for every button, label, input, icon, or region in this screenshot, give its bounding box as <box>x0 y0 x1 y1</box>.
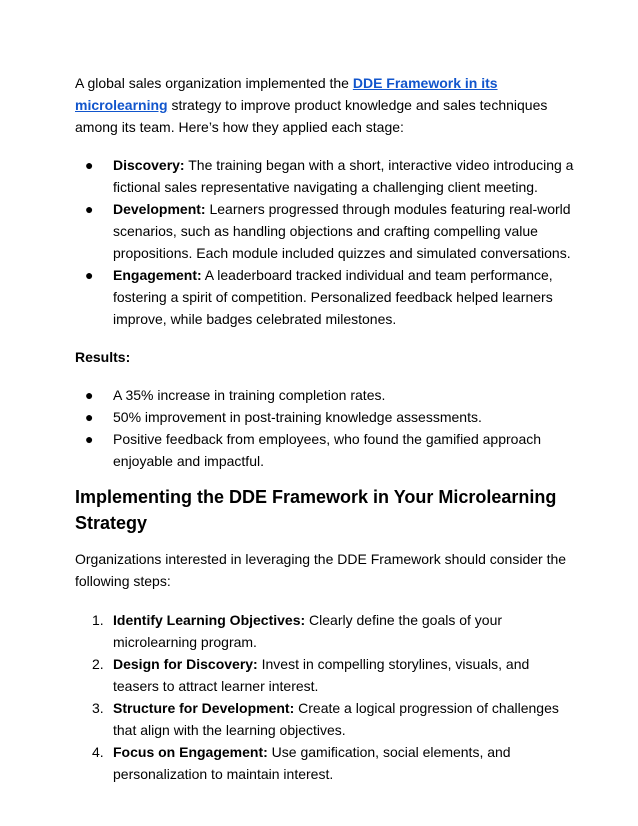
list-item-step-2 <box>75 653 575 697</box>
bullet-marker: ● <box>85 157 94 173</box>
list-item <box>75 384 575 406</box>
stages-list <box>75 154 575 330</box>
results-heading: Results: <box>75 349 131 365</box>
result-text: Positive feedback from employees, who found the gamified approach enjoyable and impactful. <box>113 431 542 469</box>
step-number: 4. <box>92 744 104 760</box>
step-term: Identify Learning Objectives: <box>113 612 306 628</box>
section-intro: Organizations interested in leveraging the DDE Framework should consider the following steps: <box>75 551 567 589</box>
step-text: Use gamification, social elements, and personalization to maintain interest. <box>113 744 511 782</box>
list-item-discovery <box>75 154 575 198</box>
dde-framework-link[interactable]: DDE Framework in its microlearning <box>75 75 498 113</box>
list-item <box>75 406 575 428</box>
result-text: 50% improvement in post-training knowledge assessments. <box>113 409 482 425</box>
intro-text-before: A global sales organization implemented the <box>75 75 353 91</box>
bullet-marker: ● <box>85 409 94 425</box>
stage-text: Learners progressed through modules featuring real-world scenarios, such as handling objections and crafting compelling value propositions. Each module included quizzes and simulated conversations. <box>113 201 571 261</box>
stage-term: Engagement: <box>113 267 202 283</box>
list-item-step-4 <box>75 741 575 785</box>
step-number: 1. <box>92 612 104 628</box>
bullet-marker: ● <box>85 201 94 217</box>
steps-list <box>75 609 575 785</box>
list-item-engagement <box>75 264 575 330</box>
bullet-marker: ● <box>85 431 94 447</box>
stage-text: The training began with a short, interactive video introducing a fictional sales representative navigating a challenging client meeting. <box>113 157 574 195</box>
step-term: Focus on Engagement: <box>113 744 268 760</box>
bullet-marker: ● <box>85 267 94 283</box>
step-number: 3. <box>92 700 104 716</box>
result-text: A 35% increase in training completion rates. <box>113 387 386 403</box>
list-item <box>75 428 575 472</box>
results-list <box>75 384 575 472</box>
document-page <box>75 72 575 785</box>
step-number: 2. <box>92 656 104 672</box>
list-item-development <box>75 198 575 264</box>
stage-text: A leaderboard tracked individual and team performance, fostering a spirit of competition. Personalized feedback helped learners improve, while badges celebrated milestones. <box>113 267 553 327</box>
list-item-step-1 <box>75 609 575 653</box>
list-item-step-3 <box>75 697 575 741</box>
intro-paragraph <box>75 72 575 138</box>
bullet-marker: ● <box>85 387 94 403</box>
step-term: Structure for Development: <box>113 700 295 716</box>
step-text: Clearly define the goals of your microlearning program. <box>113 612 503 650</box>
step-text: Create a logical progression of challenges that align with the learning objectives. <box>113 700 559 738</box>
stage-term: Discovery: <box>113 157 185 173</box>
step-text: Invest in compelling storylines, visuals, and teasers to attract learner interest. <box>113 656 530 694</box>
intro-text-after: strategy to improve product knowledge and sales techniques among its team. Here’s how they applied each stage: <box>75 97 548 135</box>
section-heading: Implementing the DDE Framework in Your Microlearning Strategy <box>75 487 557 533</box>
step-term: Design for Discovery: <box>113 656 258 672</box>
stage-term: Development: <box>113 201 206 217</box>
